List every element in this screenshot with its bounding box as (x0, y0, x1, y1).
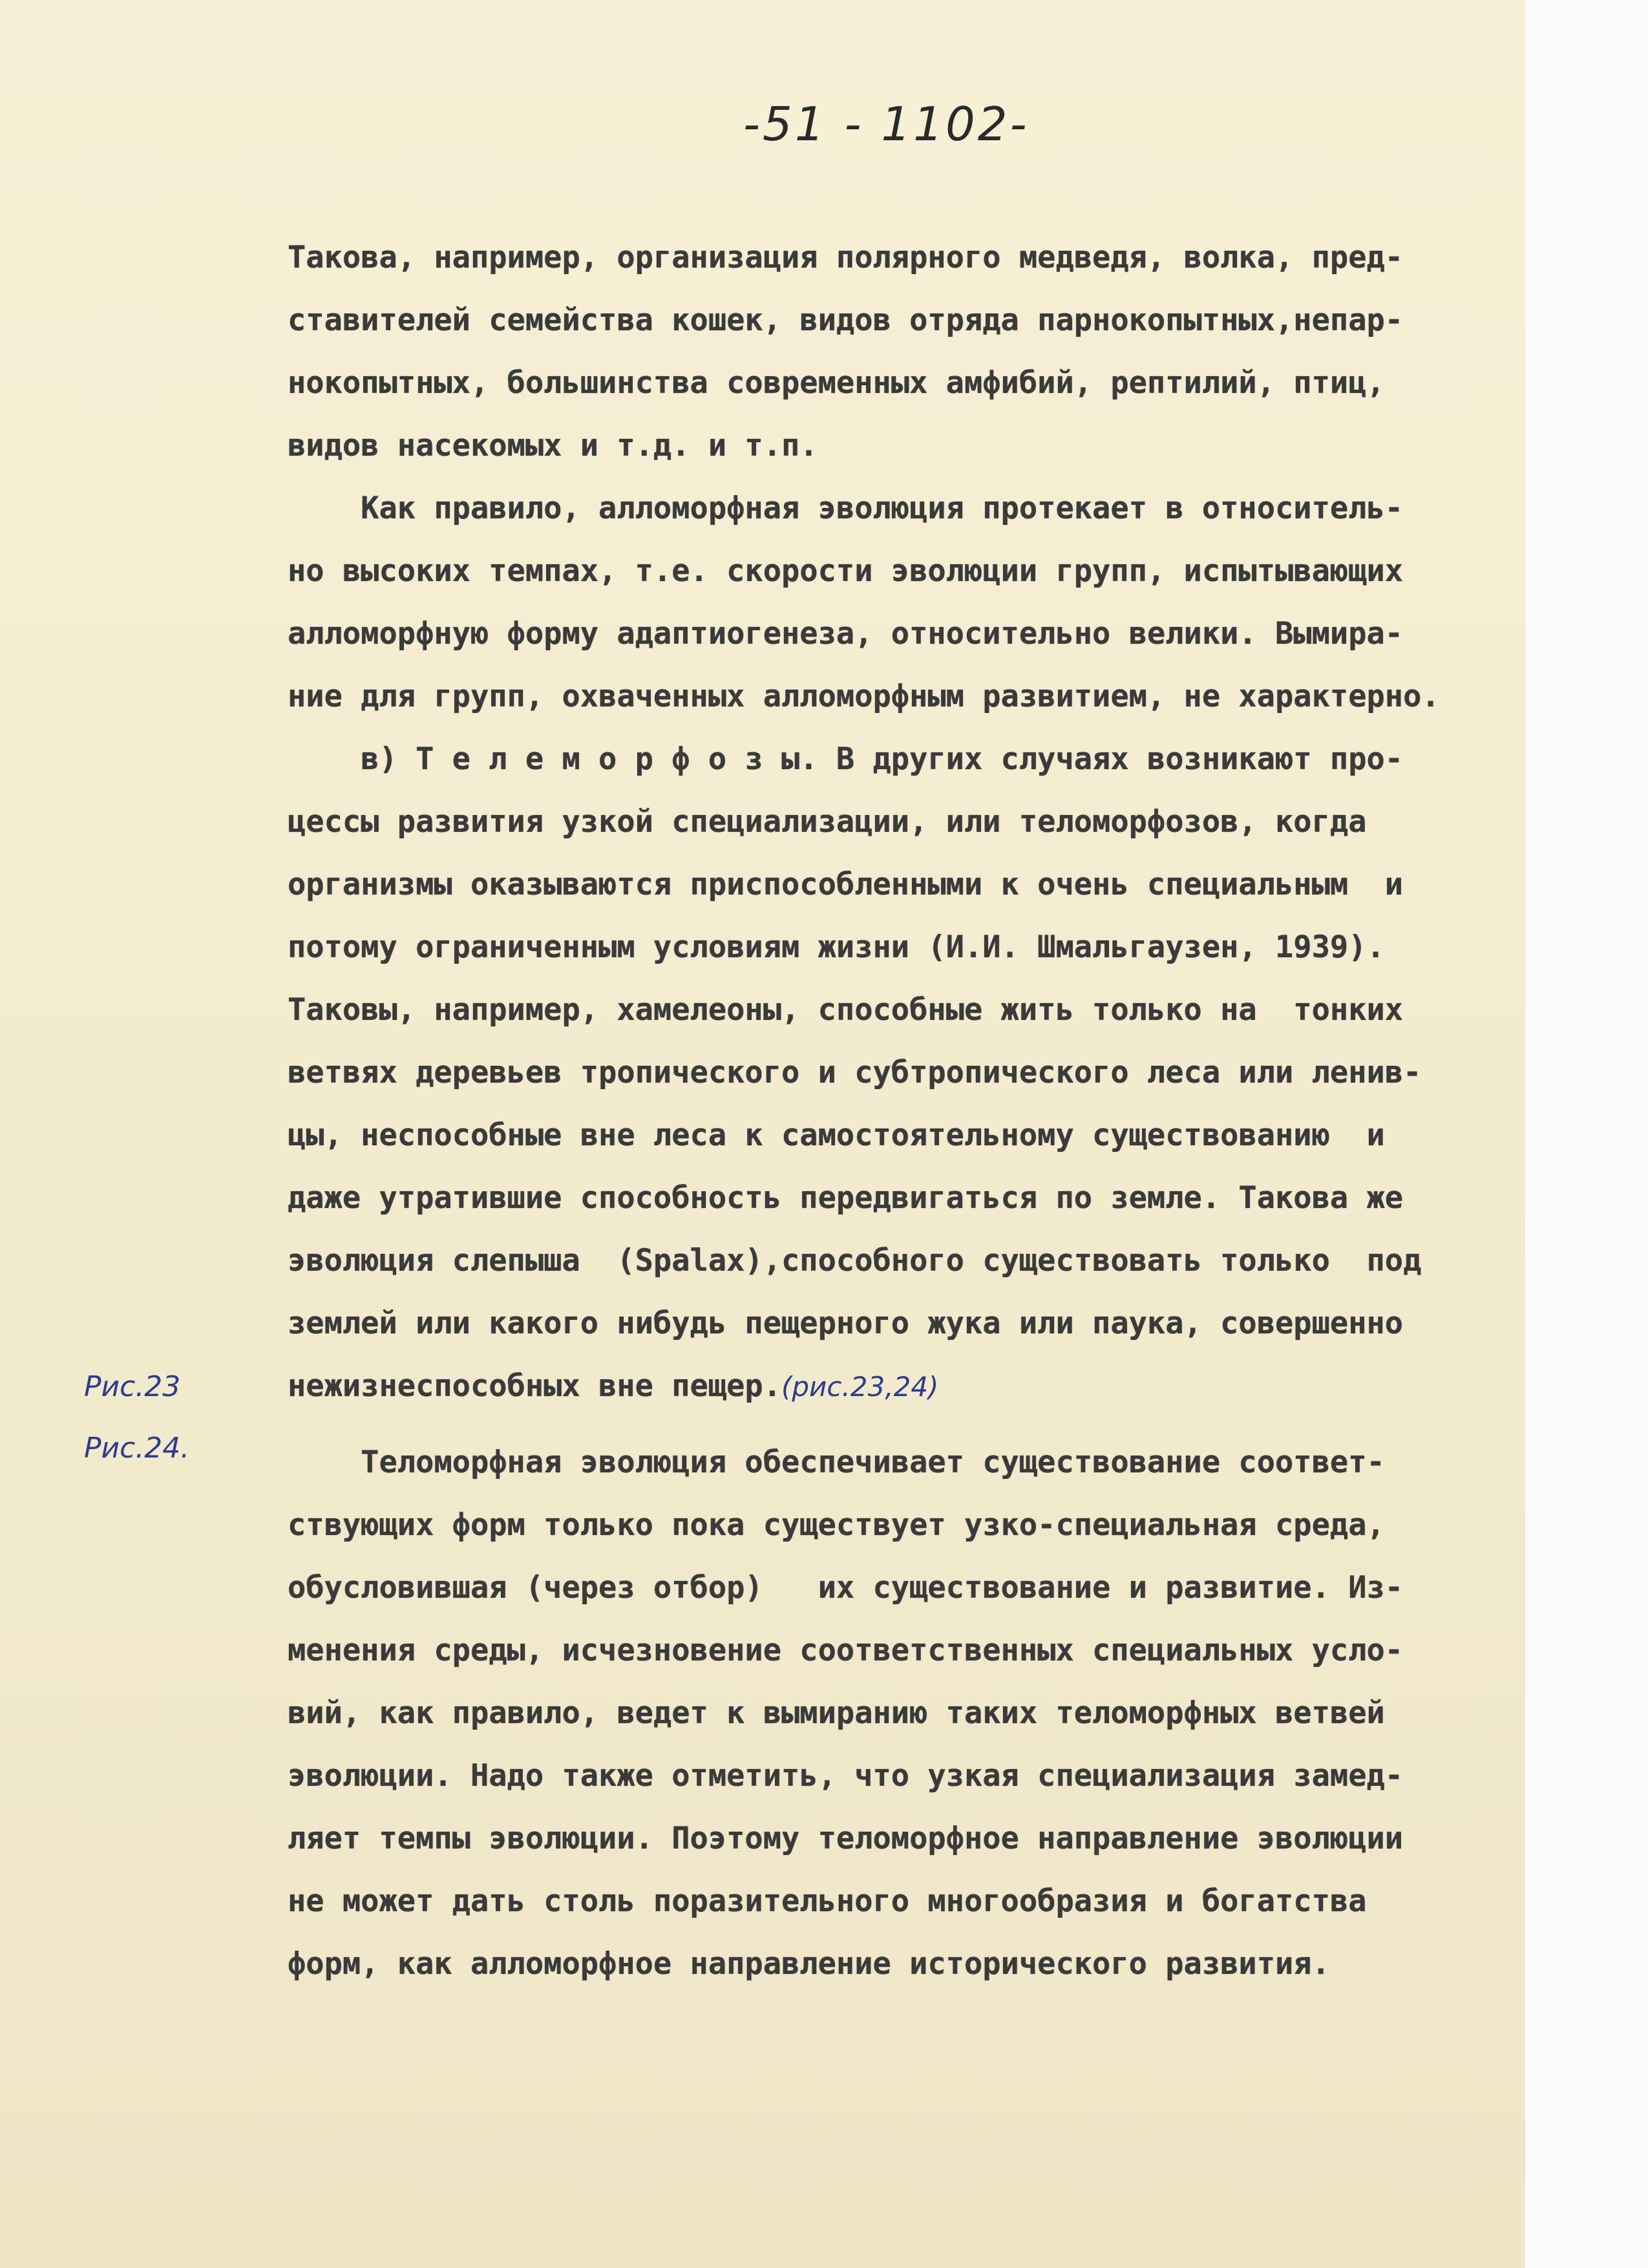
text-line: не может дать столь поразительного многообразия и богатства (288, 1883, 1367, 1919)
text-line: даже утратившие способность передвигаться по земле. Такова же (288, 1180, 1404, 1216)
text-line: землей или какого нибудь пещерного жука или паука, совершенно (288, 1306, 1404, 1341)
text-line: Как правило, алломорфная эволюция протекает в относитель- (288, 491, 1404, 526)
text-line: ветвях деревьев тропического и субтропического леса или ленив- (288, 1055, 1422, 1090)
text-line: видов насекомых и т.д. и т.п. (288, 428, 818, 463)
text-line: эволюция слепыша (Spalax),способного существовать только под (288, 1243, 1422, 1278)
text-line: потому ограниченным условиям жизни (И.И. Шмальгаузен, 1939). (288, 929, 1385, 965)
text-line: Теломорфная эволюция обеспечивает существование соответ- (288, 1445, 1385, 1480)
text-line: форм, как алломорфное направление исторического развития. (288, 1946, 1330, 1982)
text-line: организмы оказываются приспособленными к очень специальным и (288, 867, 1404, 902)
text-line: ляет темпы эволюции. Поэтому теломорфное направление эволюции (288, 1821, 1404, 1856)
text-line: Такова, например, организация полярного медведя, волка, пред- (288, 240, 1404, 275)
text-line: цы, неспособные вне леса к самостоятельному существованию и (288, 1118, 1385, 1153)
page-number: -51 - 1102- (743, 97, 1030, 151)
text-line: нокопытных, большинства современных амфибий, рептилий, птиц, (288, 365, 1385, 401)
text-line: ствующих форм только пока существует узко-специальная среда, (288, 1507, 1385, 1543)
text-line: алломорфную форму адаптиогенеза, относительно велики. Вымира- (288, 616, 1404, 652)
text-line: ние для групп, охваченных алломорфным развитием, не характерно. (288, 679, 1440, 714)
text-line: цессы развития узкой специализации, или теломорфозов, когда (288, 804, 1367, 840)
text-line: в) Т е л е м о р ф о з ы. В других случаях возникают про- (288, 741, 1404, 777)
typed-text-body (288, 226, 1519, 1995)
text-line: эволюции. Надо также отметить, что узкая специализация замед- (288, 1758, 1404, 1794)
text-line: ставителей семейства кошек, видов отряда парнокопытных,непар- (288, 302, 1404, 338)
text-line: нежизнеспособных вне пещер. (288, 1368, 782, 1404)
text-line: менения среды, исчезновение соответственных специальных усло- (288, 1633, 1404, 1668)
text-line: вий, как правило, ведет к вымиранию таких теломорфных ветвей (288, 1695, 1385, 1731)
margin-note-fig23: Рис.23 (84, 1370, 181, 1403)
margin-note-fig24: Рис.24. (84, 1432, 190, 1465)
text-line: Таковы, например, хамелеоны, способные жить только на тонких (288, 992, 1404, 1028)
paragraph-gap (288, 1418, 1519, 1431)
text-line-with-note (288, 1355, 1519, 1418)
text-line: обусловившая (через отбор) их существование и развитие. Из- (288, 1570, 1404, 1606)
figure-reference-note: (рис.23,24) (781, 1371, 939, 1403)
text-line: но высоких темпах, т.е. скорости эволюции групп, испытывающих (288, 553, 1404, 589)
